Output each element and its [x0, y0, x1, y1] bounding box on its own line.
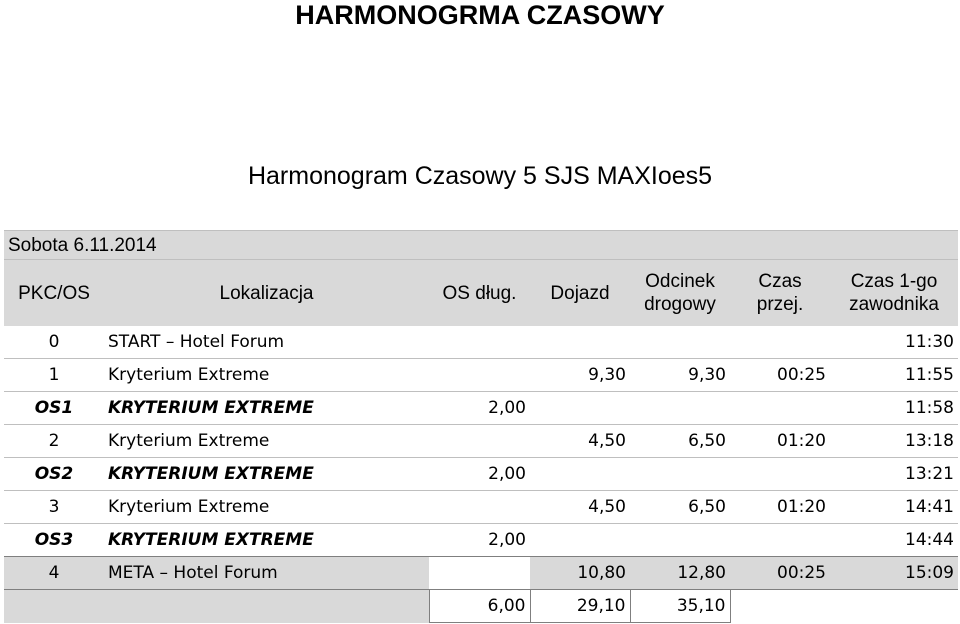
cell-transit [730, 524, 830, 557]
cell-approach [530, 326, 630, 359]
cell-first-time: 13:18 [830, 425, 958, 458]
cell-transit [730, 458, 830, 491]
document-title: HARMONOGRMA CZASOWY [295, 0, 665, 30]
cell-pkc: OS1 [4, 392, 104, 425]
cell-location: KRYTERIUM EXTREME [104, 392, 429, 425]
cell-os-length [429, 326, 530, 359]
cell-transit [730, 392, 830, 425]
cell-approach [530, 392, 630, 425]
cell-first-time: 15:09 [830, 557, 958, 590]
header-first-line2: zawodnika [849, 294, 939, 315]
table-row [4, 557, 958, 590]
header-transit-line1: Czas [758, 271, 802, 292]
cell-transit: 01:20 [730, 491, 830, 524]
header-transit-line2: przej. [756, 294, 804, 315]
header-pkc: PKC/OS [4, 260, 104, 326]
cell-approach: 4,50 [530, 491, 630, 524]
header-os-length: OS dług. [429, 260, 530, 326]
cell-road-section: 6,50 [630, 491, 730, 524]
table-row [4, 326, 958, 359]
cell-pkc: 4 [4, 557, 104, 590]
header-approach: Dojazd [530, 260, 630, 326]
cell-location: Kryterium Extreme [104, 491, 429, 524]
cell-pkc: 2 [4, 425, 104, 458]
cell-os-length [429, 425, 530, 458]
cell-road-section [630, 458, 730, 491]
totals-row [4, 590, 958, 623]
header-road-section [630, 260, 730, 326]
cell-location: KRYTERIUM EXTREME [104, 458, 429, 491]
table-row [4, 392, 958, 425]
cell-road-section: 9,30 [630, 359, 730, 392]
header-transit-time [730, 260, 830, 326]
cell-first-time: 11:58 [830, 392, 958, 425]
cell-pkc: OS2 [4, 458, 104, 491]
cell-first-time: 13:21 [830, 458, 958, 491]
cell-os-length: 2,00 [429, 524, 530, 557]
cell-transit: 01:20 [730, 425, 830, 458]
total-approach: 29,10 [530, 590, 630, 623]
cell-approach [530, 524, 630, 557]
header-row [4, 260, 958, 326]
cell-first-time: 14:44 [830, 524, 958, 557]
header-road-section-line2: drogowy [644, 294, 716, 315]
cell-road-section [630, 326, 730, 359]
cell-location: KRYTERIUM EXTREME [104, 524, 429, 557]
cell-first-time: 11:55 [830, 359, 958, 392]
cell-first-time: 14:41 [830, 491, 958, 524]
cell-location: Kryterium Extreme [104, 425, 429, 458]
table-row [4, 524, 958, 557]
header-first-competitor [830, 260, 958, 326]
cell-pkc: 1 [4, 359, 104, 392]
header-location: Lokalizacja [104, 260, 429, 326]
cell-approach: 9,30 [530, 359, 630, 392]
cell-approach [530, 458, 630, 491]
table-row [4, 425, 958, 458]
date-label: Sobota 6.11.2014 [8, 235, 157, 256]
totals-blank-first [830, 590, 958, 623]
cell-transit: 00:25 [730, 557, 830, 590]
cell-pkc: 3 [4, 491, 104, 524]
header-first-line1: Czas 1-go [850, 271, 938, 292]
cell-transit [730, 326, 830, 359]
table-row [4, 458, 958, 491]
cell-road-section [630, 524, 730, 557]
cell-transit: 00:25 [730, 359, 830, 392]
cell-os-length [429, 491, 530, 524]
cell-location: META – Hotel Forum [104, 557, 429, 590]
cell-os-length: 2,00 [429, 458, 530, 491]
cell-road-section [630, 392, 730, 425]
total-road-section: 35,10 [630, 590, 730, 623]
cell-os-length: 2,00 [429, 392, 530, 425]
cell-os-length [429, 557, 530, 590]
cell-pkc: 0 [48, 332, 60, 352]
table-row [4, 359, 958, 392]
cell-approach: 4,50 [530, 425, 630, 458]
totals-blank-location [104, 590, 429, 623]
cell-os-length [429, 359, 530, 392]
totals-blank-pkc [4, 590, 104, 623]
header-road-section-line1: Odcinek [645, 271, 715, 292]
table-row [4, 491, 958, 524]
cell-pkc: OS3 [4, 524, 104, 557]
schedule-subtitle: Harmonogram Czasowy 5 SJS MAXIoes5 [247, 162, 713, 190]
cell-first-time: 11:30 [905, 332, 954, 352]
totals-blank-transit [730, 590, 830, 623]
cell-location: START – Hotel Forum [108, 332, 285, 352]
cell-approach: 10,80 [530, 557, 630, 590]
date-bar [4, 230, 958, 260]
total-os-length: 6,00 [429, 590, 530, 623]
cell-road-section: 12,80 [630, 557, 730, 590]
cell-road-section: 6,50 [630, 425, 730, 458]
schedule-table [4, 260, 958, 623]
cell-location: Kryterium Extreme [104, 359, 429, 392]
